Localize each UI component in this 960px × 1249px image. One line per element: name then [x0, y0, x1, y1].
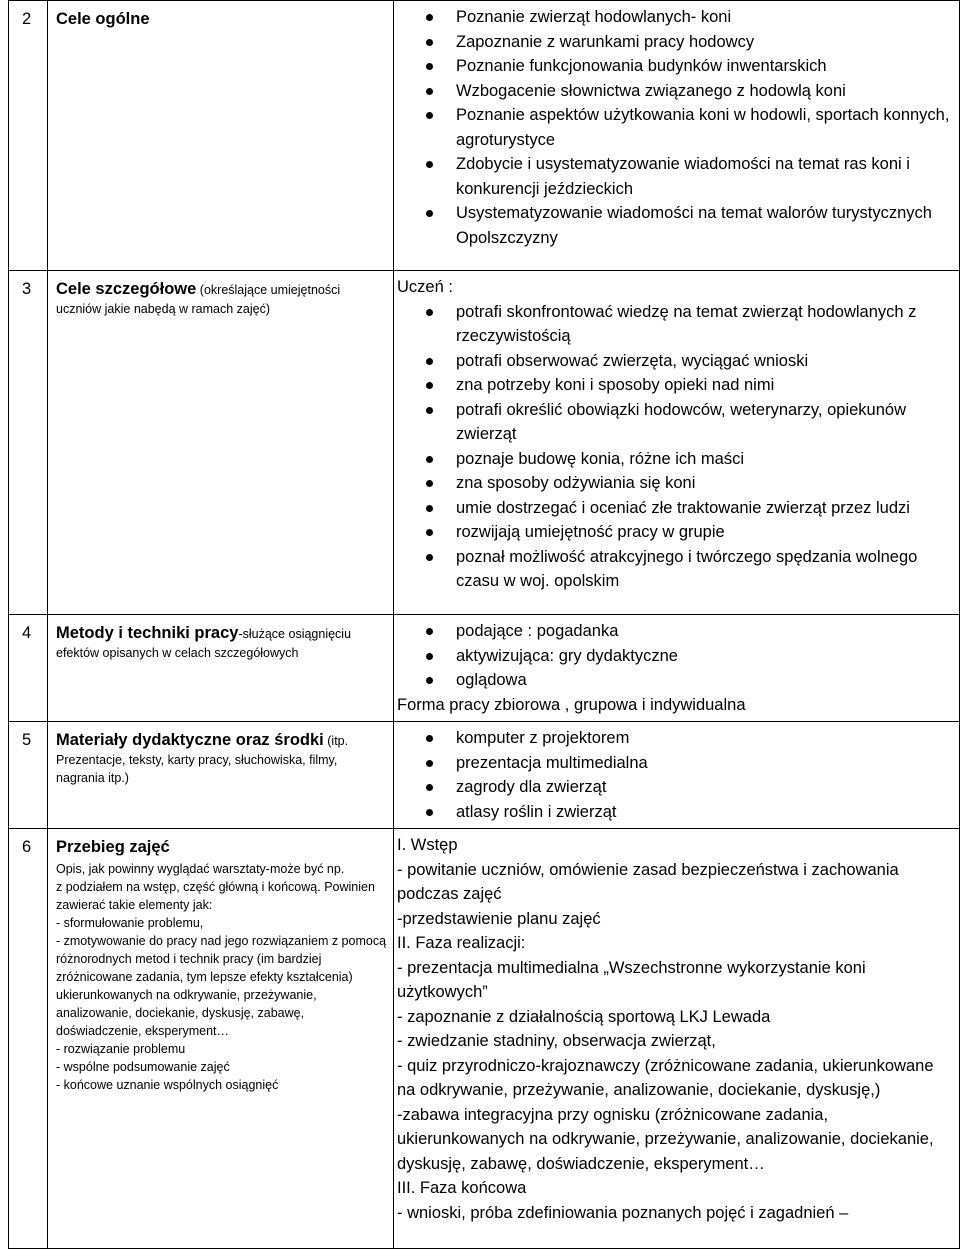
description-line: z podziałem na wstęp, część główną i końcową. Powinien zawierać takie elementy jak: [56, 880, 375, 912]
intro-text: Uczeń : [397, 278, 453, 296]
row-subtitle: -służące osiągnięciu efektów opisanych w celach szczegółowych [56, 627, 352, 660]
description-line: Opis, jak powinny wyglądać warsztaty-może być np. [56, 862, 345, 876]
table-row [9, 271, 960, 615]
specific-goals-list [394, 300, 953, 594]
list-item: podające : pogadanka [456, 619, 953, 644]
list-item: potrafi obserwować zwierzęta, wyciągać wnioski [456, 349, 953, 374]
description-line: - rozwiązanie problemu [56, 1042, 186, 1056]
description-line: - zmotywowanie do pracy nad jego rozwiązaniem z pomocą różnorodnych metod i technik pracy (im bardziej zróżnicowane zadania, tym lepsze efekty kształcenia) ukierunkowanych na odkrywanie, przeżywanie, analizowanie, dociekanie, dyskusję, zabawę, doświadczenie, eksperyment… [56, 934, 387, 1038]
list-item: Wzbogacenie słownictwa związanego z hodowlą koni [456, 79, 953, 104]
lesson-plan-table [8, 0, 960, 1249]
row-subtitle: (itp. Prezentacje, teksty, karty pracy, słuchowiska, filmy, nagrania itp.) [56, 734, 349, 785]
course-line: - wnioski, próba zdefiniowania poznanych pojęć i zagadnień – [397, 1203, 849, 1222]
course-line: III. Faza końcowa [397, 1179, 527, 1197]
row-description [56, 860, 387, 1094]
row-title: Materiały dydaktyczne oraz środki [56, 731, 324, 749]
row-number: 3 [22, 280, 32, 298]
list-item: potrafi określić obowiązki hodowców, weterynarzy, opiekunów zwierząt [456, 398, 953, 447]
list-item: zna potrzeby koni i sposoby opieki nad nimi [456, 373, 953, 398]
description-line: - sformułowanie problemu, [56, 916, 204, 930]
list-item: poznał możliwość atrakcyjnego i twórczego spędzania wolnego czasu w woj. opolskim [456, 545, 953, 594]
table-row [9, 1, 960, 271]
row-number: 5 [22, 731, 32, 749]
table-row [9, 829, 960, 1249]
work-form-text: Forma pracy zbiorowa , grupowa i indywidualna [397, 695, 746, 714]
methods-list [394, 619, 953, 693]
list-item: Poznanie zwierząt hodowlanych- koni [456, 5, 953, 30]
row-title: Cele szczegółowe [56, 280, 197, 298]
course-line: I. Wstęp [397, 836, 458, 854]
list-item: Poznanie aspektów użytkowania koni w hodowli, sportach konnych, agroturystyce [456, 103, 953, 152]
course-line: - zapoznanie z działalnością sportową LKJ Lewada [397, 1007, 771, 1026]
description-line: - wspólne podsumowanie zajęć [56, 1060, 230, 1074]
general-goals-list [394, 5, 953, 250]
list-item: poznaje budowę konia, różne ich maści [456, 447, 953, 472]
list-item: oglądowa [456, 668, 953, 693]
course-line: -zabawa integracyjna przy ognisku (zróżnicowane zadania, ukierunkowanych na odkrywanie, przeżywanie, analizowanie, dociekanie, dyskusję, zabawę, doświadczenie, eksperyment… [397, 1105, 934, 1173]
course-line: II. Faza realizacji: [397, 934, 526, 952]
list-item: aktywizująca: gry dydaktyczne [456, 644, 953, 669]
list-item: Zdobycie i usystematyzowanie wiadomości na temat ras koni i konkurencji jeździeckich [456, 152, 953, 201]
course-line: - quiz przyrodniczo-krajoznawczy (zróżnicowane zadania, ukierunkowane na odkrywanie, przeżywanie, analizowanie, dociekanie, dyskusję,) [397, 1056, 934, 1099]
list-item: prezentacja multimedialna [456, 751, 953, 776]
row-title: Przebieg zajęć [56, 838, 170, 856]
list-item: zagrody dla zwierząt [456, 775, 953, 800]
row-number: 4 [22, 624, 32, 642]
list-item: komputer z projektorem [456, 726, 953, 751]
course-line: - prezentacja multimedialna „Wszechstronne wykorzystanie koni użytkowych” [397, 958, 866, 1001]
course-line: -przedstawienie planu zajęć [397, 909, 601, 928]
materials-list [394, 726, 953, 824]
list-item: Usystematyzowanie wiadomości na temat walorów turystycznych Opolszczyzny [456, 201, 953, 250]
row-number: 2 [22, 10, 32, 28]
description-line: - końcowe uznanie wspólnych osiągnięć [56, 1078, 279, 1092]
row-subtitle: (określające umiejętności uczniów jakie nabędą w ramach zajęć) [56, 283, 341, 316]
list-item: Poznanie funkcjonowania budynków inwentarskich [456, 54, 953, 79]
list-item: zna sposoby odżywiania się koni [456, 471, 953, 496]
list-item: potrafi skonfrontować wiedzę na temat zwierząt hodowlanych z rzeczywistością [456, 300, 953, 349]
row-title: Metody i techniki pracy [56, 624, 239, 642]
list-item: Zapoznanie z warunkami pracy hodowcy [456, 30, 953, 55]
row-title: Cele ogólne [56, 10, 150, 28]
course-line: - powitanie uczniów, omówienie zasad bezpieczeństwa i zachowania podczas zajęć [397, 860, 899, 903]
list-item: rozwijają umiejętność pracy w grupie [456, 520, 953, 545]
list-item: umie dostrzegać i oceniać złe traktowanie zwierząt przez ludzi [456, 496, 953, 521]
row-number: 6 [22, 838, 32, 856]
course-line: - zwiedzanie stadniny, obserwacja zwierząt, [397, 1032, 716, 1050]
list-item: atlasy roślin i zwierząt [456, 800, 953, 825]
table-row [9, 722, 960, 829]
table-row [9, 615, 960, 722]
